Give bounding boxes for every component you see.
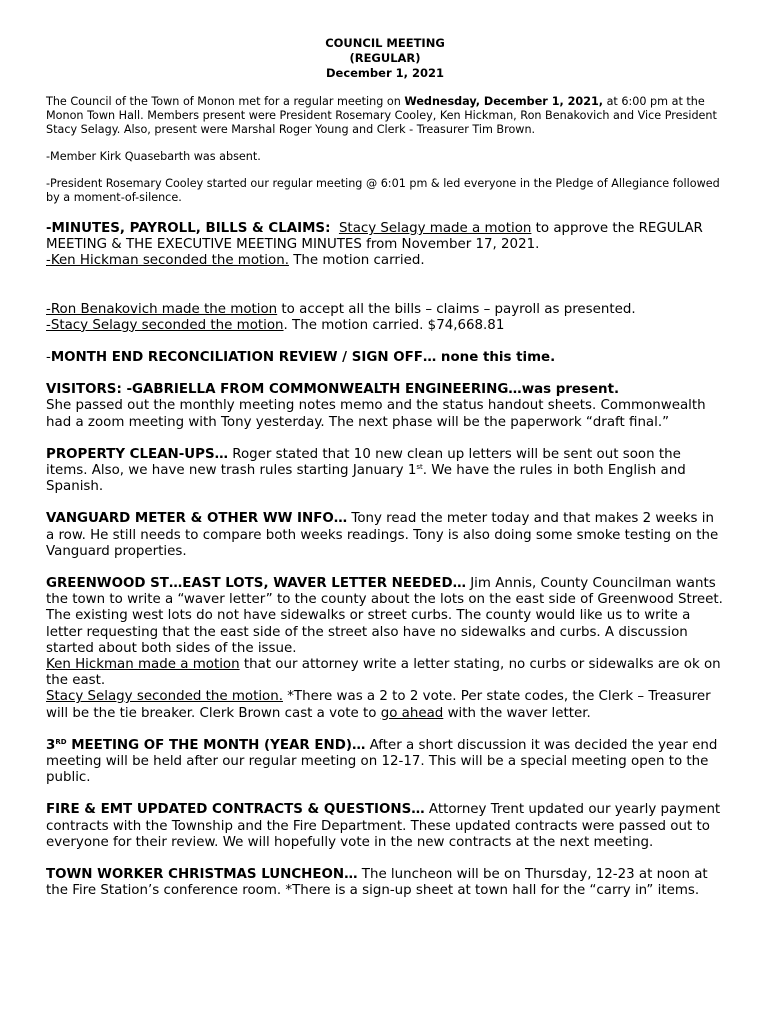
fire-heading: FIRE & EMT UPDATED CONTRACTS & QUESTIONS… [46, 802, 425, 818]
luncheon-section [46, 867, 724, 899]
bills-result: . The motion carried. $74,668.81 [283, 317, 505, 333]
greenwood-section [46, 576, 724, 722]
reconciliation-heading: MONTH END RECONCILIATION REVIEW / SIGN OFF… none this time. [50, 350, 556, 366]
greenwood-vote-end: with the waver letter. [443, 705, 591, 721]
reconciliation-section [46, 350, 724, 366]
meeting-date: Wednesday, December 1, 2021, [404, 95, 604, 108]
vanguard-section [46, 511, 724, 560]
minutes-motion-text: to approve the REGULAR MEETING & THE EXECUTIVE MEETING MINUTES from November 17, 2021. [46, 221, 703, 253]
document-title [46, 36, 724, 81]
cleanup-text-end: . We have the rules in both English and Spanish. [46, 463, 686, 495]
cleanup-text: Roger stated that 10 new clean up letters will be sent out soon the items. Also, we have new trash rules starting January 1 [46, 446, 681, 479]
third-meeting-section [46, 738, 724, 787]
greenwood-text: Jim Annis, County Councilman wants the town to write a “waver letter” to the county about the lots on the east side of Greenwood Street. The existing west lots do not have sidewalks or street curbs. The county would like us to write a letter requesting that the east side of the street also have no sidewalks and curbs. A discussion started about both sides of the issue. [46, 576, 723, 656]
absent-note: -Member Kirk Quasebarth was absent. [46, 150, 261, 163]
vanguard-text: Tony read the meter today and that makes 2 weeks in a row. He still needs to compare both weeks readings. Tony is also doing some smoke testing on the Vanguard properties. [46, 511, 719, 559]
bills-motion-text: to accept all the bills – claims – payroll as presented. [277, 301, 636, 317]
title-line-meeting: COUNCIL MEETING [325, 36, 445, 50]
fire-text: Attorney Trent updated our yearly payment contracts with the Township and the Fire Department. These updated contracts were passed out to everyone for their review. We will hopefully vote in the new contracts at the next meeting. [46, 802, 721, 850]
intro-paragraph [46, 95, 724, 137]
title-line-type: (REGULAR) [349, 51, 421, 65]
minutes-second: -Ken Hickman seconded the motion. [46, 253, 289, 269]
third-meeting-heading [46, 738, 365, 753]
third-meeting-superscript: RD [55, 737, 67, 746]
luncheon-heading: TOWN WORKER CHRISTMAS LUNCHEON… [46, 867, 358, 883]
title-line-date: December 1, 2021 [325, 66, 445, 80]
third-meeting-title: MEETING OF THE MONTH (YEAR END)… [66, 737, 366, 753]
intro-attendance: at 6:00 pm at the Monon Town Hall. Members present were President Rosemary Cooley, Ken Hickman, Ron Benakovich and Vice President Stacy Selagy. Also, present were Marshal Roger Young and Clerk - Treasurer Tim Brown. [46, 95, 717, 136]
visitors-heading: VISITORS: -GABRIELLA FROM COMMONWEALTH ENGINEERING…was present. [46, 382, 620, 398]
intro-text: The Council of the Town of Monon met for a regular meeting on [46, 95, 405, 108]
greenwood-go-ahead: go ahead [380, 705, 444, 721]
visitors-section [46, 382, 724, 431]
third-meeting-number: 3 [46, 737, 56, 753]
minutes-section [46, 221, 724, 270]
minutes-motion: Stacy Selagy made a motion [338, 221, 532, 236]
luncheon-text: The luncheon will be on Thursday, 12-23 at noon at the Fire Station’s conference room. *There is a sign-up sheet at town hall for the “carry in” items. [46, 867, 708, 899]
cleanup-section [46, 447, 724, 496]
cleanup-heading: PROPERTY CLEAN-UPS… [46, 446, 229, 462]
pledge-note: -President Rosemary Cooley started our regular meeting @ 6:01 pm & led everyone in the Pledge of Allegiance followed by a moment-of-silence. [46, 177, 720, 204]
bills-section [46, 302, 724, 334]
greenwood-motion: Ken Hickman made a motion [46, 657, 240, 673]
minutes-heading: -MINUTES, PAYROLL, BILLS & CLAIMS: [46, 221, 331, 236]
greenwood-heading: GREENWOOD ST…EAST LOTS, WAVER LETTER NEEDED… [46, 576, 466, 592]
visitors-text: She passed out the monthly meeting notes memo and the status handout sheets. Commonwealth had a zoom meeting with Tony yesterday. The next phase will be the paperwork “draft final.” [46, 398, 706, 430]
reconciliation-dash: - [46, 350, 51, 366]
fire-section [46, 802, 724, 851]
greenwood-second: Stacy Selagy seconded the motion. [46, 689, 283, 705]
vanguard-heading: VANGUARD METER & OTHER WW INFO… [46, 511, 348, 527]
cleanup-superscript: st [416, 463, 423, 472]
minutes-result: The motion carried. [288, 253, 425, 269]
bills-second: -Stacy Selagy seconded the motion [46, 317, 284, 333]
greenwood-motion-text: that our attorney write a letter stating, no curbs or sidewalks are ok on the east. [46, 657, 721, 689]
third-meeting-text: After a short discussion it was decided the year end meeting will be held after our regular meeting on 12-17. This will be a special meeting open to the public. [46, 737, 718, 786]
greenwood-vote-text: *There was a 2 to 2 vote. Per state codes, the Clerk – Treasurer will be the tie breaker. Clerk Brown cast a vote to [46, 689, 711, 721]
bills-motion: -Ron Benakovich made the motion [46, 301, 278, 317]
